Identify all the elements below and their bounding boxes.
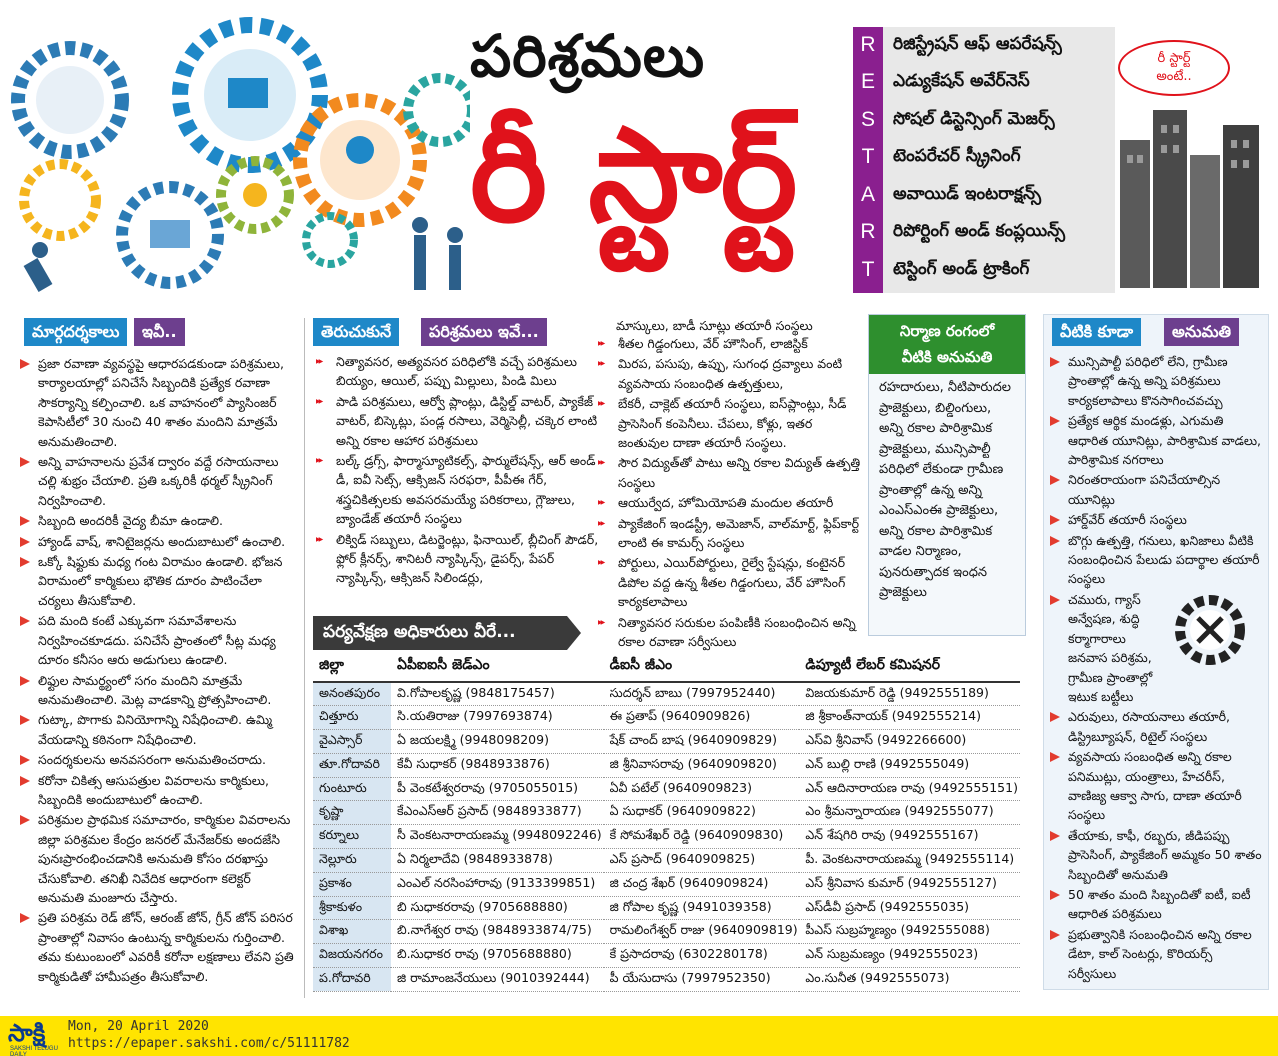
publish-date: Mon, 20 April 2020 bbox=[68, 1019, 209, 1034]
construction-heading-line: నిర్మాణ రంగంలో bbox=[899, 322, 995, 340]
list-item: ▶▶ ఆయుర్వేద, హోమియోపతి మందుల తయారీ bbox=[598, 493, 866, 512]
list-item: ▶▶ బల్క్ డ్రగ్స్, ఫార్మాస్యూటికల్స్, ఫార్ములేషన్స్, ఆర్ అండ్ డీ, ఐవీ సెట్స్, ఆక్సిజన్ సరఫరా, పీపీఈ గేర్, శస్త్రచికిత్సలకు అవసరమయ్యే పరికరాలు, గ్లౌజులు, బ్యాండేజ్‌ తయారీ సంస్థలు bbox=[316, 451, 600, 529]
table-row bbox=[313, 944, 1020, 968]
officer-cell: జి గోపాల కృష్ణ (9491039358) bbox=[604, 896, 800, 920]
officer-cell: పీఎస్ సుబ్రహ్మణ్యం (9492555088) bbox=[799, 920, 1020, 944]
footer bbox=[0, 1016, 1278, 1056]
officers-heading: పర్యవేక్షణ అధికారులు వీరే... bbox=[313, 616, 567, 650]
list-item: కరోనా చికిత్స ఆసుపత్రుల వివరాలను కార్మికులు, సిబ్బందికి అందుబాటులో ఉంచాలి. bbox=[18, 771, 298, 810]
table-row bbox=[313, 753, 1020, 777]
officer-cell: ఎన్ సుబ్రమణ్యం (9492555023) bbox=[799, 944, 1020, 968]
list-item: చమురు, గ్యాస్ అన్వేషణ, శుద్ధి కర్మాగారాలు జనవాస పరిశ్రమ, గ్రామీణ ప్రాంతాల్లో ఇటుక బట్టీలు bbox=[1048, 590, 1264, 706]
list-item: ప్రజా రవాణా వ్యవస్థపై ఆధారపడకుండా పరిశ్రమలు, కార్యాలయాల్లో పనిచేసే సిబ్బందికి ప్రత్యేక రవాణా సౌకర్యాన్ని కల్పించాలి. ఒక వాహనంలో ప్యాసింజర్ కెపాసిటీలో 30 నుంచి 40 శాతం మందిని మాత్రమే అనుమతించాలి. bbox=[18, 354, 298, 451]
officer-cell: కేవీ సుధాకర్ (9848933876) bbox=[391, 753, 604, 777]
officer-cell: ఏ సుధాకర్ (9640909822) bbox=[604, 801, 800, 825]
opening-heading-label: తెరుచుకునే bbox=[313, 318, 399, 346]
district-cell: విశాఖ bbox=[313, 920, 391, 944]
restart-item: ఎడ్యుకేషన్ అవేర్‌నెస్ bbox=[893, 71, 1030, 91]
opening-continued-lead: మాస్కులు, బాడీ సూట్లు తయారీ సంస్థలు bbox=[616, 318, 813, 333]
officer-cell: కేఎంఎస్‌ఆర్ ప్రసాద్ (9848933877) bbox=[391, 801, 604, 825]
table-row bbox=[313, 968, 1020, 992]
gear-icon bbox=[122, 187, 218, 283]
list-item: ▶▶ నిత్యావసర సరుకుల పంపిణీకి సంబంధించిన అన్ని రకాల రవాణా సర్వీసులు bbox=[598, 613, 866, 652]
opening-heading-tail: పరిశ్రమలు ఇవే... bbox=[421, 318, 547, 346]
officers-table bbox=[313, 652, 1020, 992]
district-cell: ప.గోదావరి bbox=[313, 968, 391, 992]
officer-cell: ఏవీ పటేల్ (9640909823) bbox=[604, 777, 800, 801]
district-cell: చిత్తూరు bbox=[313, 706, 391, 730]
guidelines-list bbox=[18, 354, 298, 987]
officer-cell: ఈ ప్రతాప్ (9640909826) bbox=[604, 706, 800, 730]
gear-icon bbox=[18, 48, 122, 152]
list-item: ఒక్కో షిఫ్టుకు మధ్య గంట విరామం ఉండాలి. భోజన విరామంలో కార్మికులు భౌతిక దూరం పాటించేలా చర్యలు తీసుకోవాలి. bbox=[18, 552, 298, 610]
list-item: ప్రతి పరిశ్రమ రెడ్ జోన్, ఆరంజ్ జోన్, గ్రీన్ జోన్ పరిసర ప్రాంతాల్లో నివాసం ఉంటున్న కార్మికులను గుర్తించాలి. తమ కుటుంబంలో ఎవరికీ కరోనా లక్షణాలు లేవని ప్రతి కార్మికుడితో హామీపత్రం తీసుకోవాలి. bbox=[18, 908, 298, 986]
officer-cell: సుదర్శన్ బాబు (7997952440) bbox=[604, 682, 800, 706]
logo-text: సాక్షి bbox=[8, 1018, 46, 1047]
gear-icon bbox=[306, 216, 354, 264]
district-cell: విజయనగరం bbox=[313, 944, 391, 968]
restart-item: సోషల్ డిస్టెన్సింగ్ మెజర్స్ bbox=[893, 109, 1055, 129]
list-item: ▶▶ ప్యాకేజింగ్ ఇండస్ట్రీ, అమెజాన్, వాల్‌మార్ట్, ఫ్లిప్‌కార్ట్ లాంటి ఈ కామర్స్ సంస్థలు bbox=[598, 514, 866, 553]
headline-small: పరిశ్రమలు bbox=[470, 22, 706, 90]
list-item: సిబ్బంది అందరికీ వైద్య బీమా ఉండాలి. bbox=[18, 511, 298, 530]
district-cell: గుంటూరు bbox=[313, 777, 391, 801]
officer-cell: ఎస్‌డీవీ ప్రసాద్ (9492555035) bbox=[799, 896, 1020, 920]
bubble-line: రీ స్టార్ట్ bbox=[1157, 51, 1191, 66]
officer-cell: ఏ జయలక్ష్మి (9948098209) bbox=[391, 730, 604, 754]
list-item: ప్రభుత్వానికి సంబంధించిన అన్ని రకాల డేటా, కాల్ సెంటర్లు, కొరియర్స్ సర్వీసులు bbox=[1048, 925, 1264, 983]
guidelines-heading-label: మార్గదర్శకాలు bbox=[24, 318, 127, 346]
officer-cell: పీ వెంకటేశ్వరరావు (9705055015) bbox=[391, 777, 604, 801]
district-cell: కృష్ణా bbox=[313, 801, 391, 825]
restart-letters-strip bbox=[853, 27, 883, 293]
restart-callout-bubble bbox=[1118, 40, 1230, 96]
table-row bbox=[313, 849, 1020, 873]
officer-cell: ఎస్ ప్రసాద్ (9640909825) bbox=[604, 849, 800, 873]
officer-cell: సీ వెంకటనారాయణమ్మ (9948092246) bbox=[391, 825, 604, 849]
opening-industries-list bbox=[316, 352, 600, 589]
list-item: 50 శాతం మంది సిబ్బందితో ఐటీ, ఐటీ ఆధారిత పరిశ్రమలు bbox=[1048, 885, 1264, 924]
district-cell: నెల్లూరు bbox=[313, 849, 391, 873]
list-item: ▶▶ మిరప, పసుపు, ఉప్పు, సుగంధ ద్రవ్యాలు వంటి వ్యవసాయ సంబంధిత ఉత్పత్తులు, bbox=[598, 354, 866, 393]
list-item: అన్ని వాహనాలను ప్రవేశ ద్వారం వద్దే రసాయనాలు చల్లి శుభ్రం చేయాలి. ప్రతి ఒక్కరికీ థర్మల్ స్క్రీనింగ్ నిర్వహించాలి. bbox=[18, 452, 298, 510]
officer-cell: ఎన్ బుల్లి రాణి (9492555049) bbox=[799, 753, 1020, 777]
table-row bbox=[313, 682, 1020, 706]
officer-cell: పీ. వెంకటనారాయణమ్మ (9492555114) bbox=[799, 849, 1020, 873]
table-row bbox=[313, 825, 1020, 849]
list-item: ▶▶ పాడి పరిశ్రమలు, ఆర్వో ప్లాంట్లు, డిస్టిల్డ్ వాటర్, ప్యాకేజ్ వాటర్, బిస్కెట్లు, పండ్ల రసాలు, వెర్మిసెల్లీ, చక్కెర లాంటి అన్ని రకాల ఆహార పరిశ్రమలు bbox=[316, 392, 600, 450]
district-cell: వైఎస్సార్ bbox=[313, 730, 391, 754]
officer-cell: వి.గోపాలకృష్ణ (9848175457) bbox=[391, 682, 604, 706]
officer-cell: జి చంద్ర శేఖర్ (9640909824) bbox=[604, 872, 800, 896]
district-cell: తూ.గోదావరి bbox=[313, 753, 391, 777]
table-row bbox=[313, 730, 1020, 754]
district-cell: కర్నూలు bbox=[313, 825, 391, 849]
list-item: బొగ్గు ఉత్పత్తి, గనులు, ఖనిజాలు వీటికి సంబంధించిన పేలుడు పదార్థాల తయారీ సంస్థలు bbox=[1048, 531, 1264, 589]
guidelines-heading bbox=[24, 318, 194, 346]
officer-cell: ఏ నిర్మలాదేవి (9848933878) bbox=[391, 849, 604, 873]
restart-item: రిపోర్టింగ్ అండ్ కంప్లయిన్స్ bbox=[893, 221, 1066, 241]
column-divider bbox=[304, 318, 305, 998]
gears-illustration bbox=[0, 0, 470, 310]
logo-subtext: SAKSHI TELUGU DAILY bbox=[10, 1046, 58, 1056]
column-header: జిల్లా bbox=[313, 652, 391, 682]
table-row bbox=[313, 896, 1020, 920]
table-row bbox=[313, 706, 1020, 730]
restart-letter: T bbox=[861, 145, 875, 168]
construction-permissions-box bbox=[868, 314, 1026, 636]
list-item: హ్యాండ్ వాష్, శానిటైజర్లను అందుబాటులో ఉంచాలి. bbox=[18, 532, 298, 551]
list-item: మున్సిపాల్టీ పరిధిలో లేని, గ్రామీణ ప్రాంతాల్లో ఉన్న అన్ని పరిశ్రమలు కార్యకలాపాలు కొనసాగించవచ్చు bbox=[1048, 352, 1264, 410]
list-item: ▶▶ సౌర విద్యుత్‌తో పాటు అన్ని రకాల విద్యుత్ ఉత్పత్తి సంస్థలు bbox=[598, 453, 866, 492]
list-item: గుట్కా, పొగాకు వినియోగాన్ని నిషేధించాలి. ఉమ్మి వేయడాన్ని కఠినంగా నిషేధించాలి. bbox=[18, 710, 298, 749]
list-item: ఎరువులు, రసాయనాలు తయారీ, డిస్ట్రిబ్యూషన్, రిటైల్ సంస్థలు bbox=[1048, 707, 1264, 746]
restart-letter: R bbox=[860, 220, 876, 243]
restart-item: టెంపరేచర్ స్క్రీనింగ్ bbox=[893, 146, 1021, 166]
officer-cell: విజయకుమార్ రెడ్డి (9492555189) bbox=[799, 682, 1020, 706]
officer-cell: జి శ్రీనివాసరావు (9640909820) bbox=[604, 753, 800, 777]
list-item: పరిశ్రమల ప్రాథమిక సమాచారం, కార్మికుల వివరాలను జిల్లా పరిశ్రమల కేంద్రం జనరల్ మేనేజర్‌కు అందజేసి పునఃప్రారంభించడానికి అనుమతి కోసం దరఖాస్తు చేసుకోవాలి. తనిఖీ నివేదిక ఆధారంగా కలెక్టర్ అనుమతి మంజూరు చేస్తారు. bbox=[18, 810, 298, 907]
restart-item: రిజిస్ట్రేషన్ ఆఫ్ ఆపరేషన్స్ bbox=[893, 34, 1062, 54]
officers-table-body bbox=[313, 682, 1020, 991]
officer-cell: కే సోమశేఖర్ రెడ్డి (9640909830) bbox=[604, 825, 800, 849]
list-item: నిరంతరాయంగా పనిచేయాల్సిన యూనిట్లు bbox=[1048, 470, 1264, 509]
list-item: ▶▶ బేకరీ, చాక్లెట్ తయారీ సంస్థలు, ఐస్‌ప్లాంట్లు, సీడ్ ప్రాసెసింగ్ కంపెనీలు. చేపలు, కోళ్లు, ఇతర జంతువుల దాణా తయారీ సంస్థలు. bbox=[598, 394, 866, 452]
restart-letter: S bbox=[860, 108, 875, 131]
column-header: ఏపీఐఐసీ జెడ్‌ఎం bbox=[391, 652, 604, 682]
officer-cell: ఎం.సునీత (9492555073) bbox=[799, 968, 1020, 992]
list-item: సందర్శకులను అనవసరంగా అనుమతించరాదు. bbox=[18, 750, 298, 769]
also-allowed-heading-label: వీటికి కూడా bbox=[1052, 318, 1141, 346]
epaper-url[interactable]: https://epaper.sakshi.com/c/51111782 bbox=[68, 1036, 350, 1051]
officer-cell: ఎంఎల్ నరసింహారావు (9133399851) bbox=[391, 872, 604, 896]
sakshi-logo bbox=[4, 1018, 62, 1054]
officer-cell: జి రామాంజనేయులు (9010392444) bbox=[391, 968, 604, 992]
headline-big: రీ స్టార్ట్ bbox=[470, 99, 796, 251]
officer-cell: బి.సుధాకర రావు (9705688880) bbox=[391, 944, 604, 968]
header-illustration bbox=[0, 0, 850, 310]
restart-letter: E bbox=[860, 70, 875, 93]
table-header-row bbox=[313, 652, 1020, 682]
officer-cell: జి శ్రీకాంత్‌నాయక్ (9492555214) bbox=[799, 706, 1020, 730]
list-item: వ్యవసాయ సంబంధిత అన్ని రకాల పనిముట్లు, యంత్రాలు, హేచరీస్, వాణిజ్య ఆక్వా సాగు, దాణా తయారీ సంస్థలు bbox=[1048, 747, 1264, 825]
bubble-line: అంటే.. bbox=[1156, 68, 1192, 84]
officer-cell: ఎం శ్రీమన్నారాయణ (9492555077) bbox=[799, 801, 1020, 825]
gear-icon bbox=[300, 100, 420, 220]
district-cell: శ్రీకాకుళం bbox=[313, 896, 391, 920]
construction-heading-line: వీటికి అనుమతి bbox=[901, 347, 993, 366]
officer-cell: బి.నాగేశ్వర రావు (9848933874/75) bbox=[391, 920, 604, 944]
also-allowed-heading-tail: అనుమతి bbox=[1164, 318, 1239, 346]
list-item: ▶▶ లిక్విడ్ సబ్బులు, డిటర్జెంట్లు, ఫినాయిల్, బ్లీచింగ్ పౌడర్, ఫ్లోర్ క్లీనర్స్, శానిటరీ న్యాప్కిన్స్, డైపర్స్, పేపర్ న్యాప్కిన్స్, ఆక్సిజన్ సిలిండర్లు, bbox=[316, 530, 600, 588]
construction-body-text: రహదారులు, నీటిపారుదల ప్రాజెక్టులు, బిల్డింగులు, అన్ని రకాల పారిశ్రామిక ప్రాజెక్టులు, మున్సిపాల్టీ పరిధిలో లేకుండా గ్రామీణ ప్రాంతాల్లో ఉన్న అన్ని ఎంఎస్‌ఎంఈ ప్రాజెక్టులు, అన్ని రకాల పారిశ్రామిక వాడల నిర్మాణం, పునరుత్పాదక ఇంధన ప్రాజెక్టులు bbox=[879, 380, 1012, 600]
officer-cell: షేక్ చాంద్ బాష (9640909829) bbox=[604, 730, 800, 754]
officer-cell: ఎన్ ఆదినారాయణ రావు (9492555151) bbox=[799, 777, 1020, 801]
list-item: తేయాకు, కాఫీ, రబ్బరు, జీడిపప్పు ప్రాసెసింగ్, ప్యాకేజింగ్ అమ్మకం 50 శాతం సిబ్బందితో అనుమతి bbox=[1048, 826, 1264, 884]
list-item: ▶▶ నిత్యావసర, అత్యవసర పరిధిలోకి వచ్చే పరిశ్రమలు బియ్యం, ఆయిల్, పప్పు మిల్లులు, పిండి మిలు bbox=[316, 352, 600, 391]
restart-item: టెస్టింగ్ అండ్ ట్రాకింగ్ bbox=[893, 259, 1030, 279]
table-row bbox=[313, 872, 1020, 896]
opening-industries-list-continued bbox=[598, 334, 866, 653]
officer-cell: ఎన్ శేషగిరి రావు (9492555167) bbox=[799, 825, 1020, 849]
also-allowed-heading bbox=[1052, 318, 1236, 346]
tools-gear-icon bbox=[1170, 590, 1250, 670]
construction-heading bbox=[869, 315, 1025, 374]
district-cell: ప్రకాశం bbox=[313, 872, 391, 896]
officer-cell: పీ యేసుదాసు (7997952350) bbox=[604, 968, 800, 992]
officer-cell: ఎస్‌వి శ్రీనివాస్ (9492266600) bbox=[799, 730, 1020, 754]
officer-cell: ఎస్ శ్రీనివాస కుమార్ (9492555127) bbox=[799, 872, 1020, 896]
list-item: ▶▶ శీతల గిడ్డంగులు, వేర్ హౌసింగ్, లాజిస్టిక్ bbox=[598, 334, 866, 353]
officer-cell: కే ప్రసాదరావు (6302280178) bbox=[604, 944, 800, 968]
restart-letter: T bbox=[861, 258, 875, 281]
table-row bbox=[313, 920, 1020, 944]
restart-item: అవాయిడ్ ఇంటరాక్షన్స్ bbox=[893, 184, 1042, 204]
list-item: హార్డ్‌వేర్ తయారీ సంస్థలు bbox=[1048, 510, 1264, 529]
restart-letter: R bbox=[860, 33, 876, 56]
opening-heading bbox=[313, 318, 563, 346]
city-buildings-icon bbox=[1115, 100, 1265, 288]
gear-icon bbox=[24, 164, 96, 236]
column-header: డిప్యూటీ లేబర్ కమిషనర్ bbox=[799, 652, 1020, 682]
table-row bbox=[313, 777, 1020, 801]
officer-cell: సి.యతిరాజు (7997693874) bbox=[391, 706, 604, 730]
column-header: డీఐసీ జీఎం bbox=[604, 652, 800, 682]
officer-cell: బి సుధాకరరావు (9705688880) bbox=[391, 896, 604, 920]
list-item: పది మంది కంటే ఎక్కువగా సమావేశాలను నిర్వహించకూడదు. పనిచేసే ప్రాంతంలో సీట్ల మధ్య దూరం కనీసం ఆరు అడుగులు ఉండాలి. bbox=[18, 611, 298, 669]
restart-acronym-box bbox=[853, 27, 1115, 293]
restart-letter: A bbox=[860, 183, 875, 206]
table-row bbox=[313, 801, 1020, 825]
officer-cell: రామలింగేశ్వర్ రాజు (9640909819) bbox=[604, 920, 800, 944]
list-item: లిఫ్టుల సామర్థ్యంలో సగం మందిని మాత్రమే అనుమతించాలి. మెట్ల వాడకాన్ని ప్రోత్సహించాలి. bbox=[18, 671, 298, 710]
guidelines-heading-tail: ఇవీ.. bbox=[134, 318, 185, 346]
district-cell: అనంతపురం bbox=[313, 682, 391, 706]
list-item: ప్రత్యేక ఆర్థిక మండళ్లు, ఎగుమతి ఆధారిత యూనిట్లు, పారిశ్రామిక వాడలు, పారిశ్రామిక నగరాలు bbox=[1048, 411, 1264, 469]
list-item: ▶▶ పోర్టులు, ఎయిర్‌పోర్టులు, రైల్వే స్టేషన్లు, కంటైనర్ డిపోల వద్ద ఉన్న శీతల గిడ్డంగులు, వేర్ హౌసింగ్ కార్యకలాపాలు bbox=[598, 553, 866, 611]
